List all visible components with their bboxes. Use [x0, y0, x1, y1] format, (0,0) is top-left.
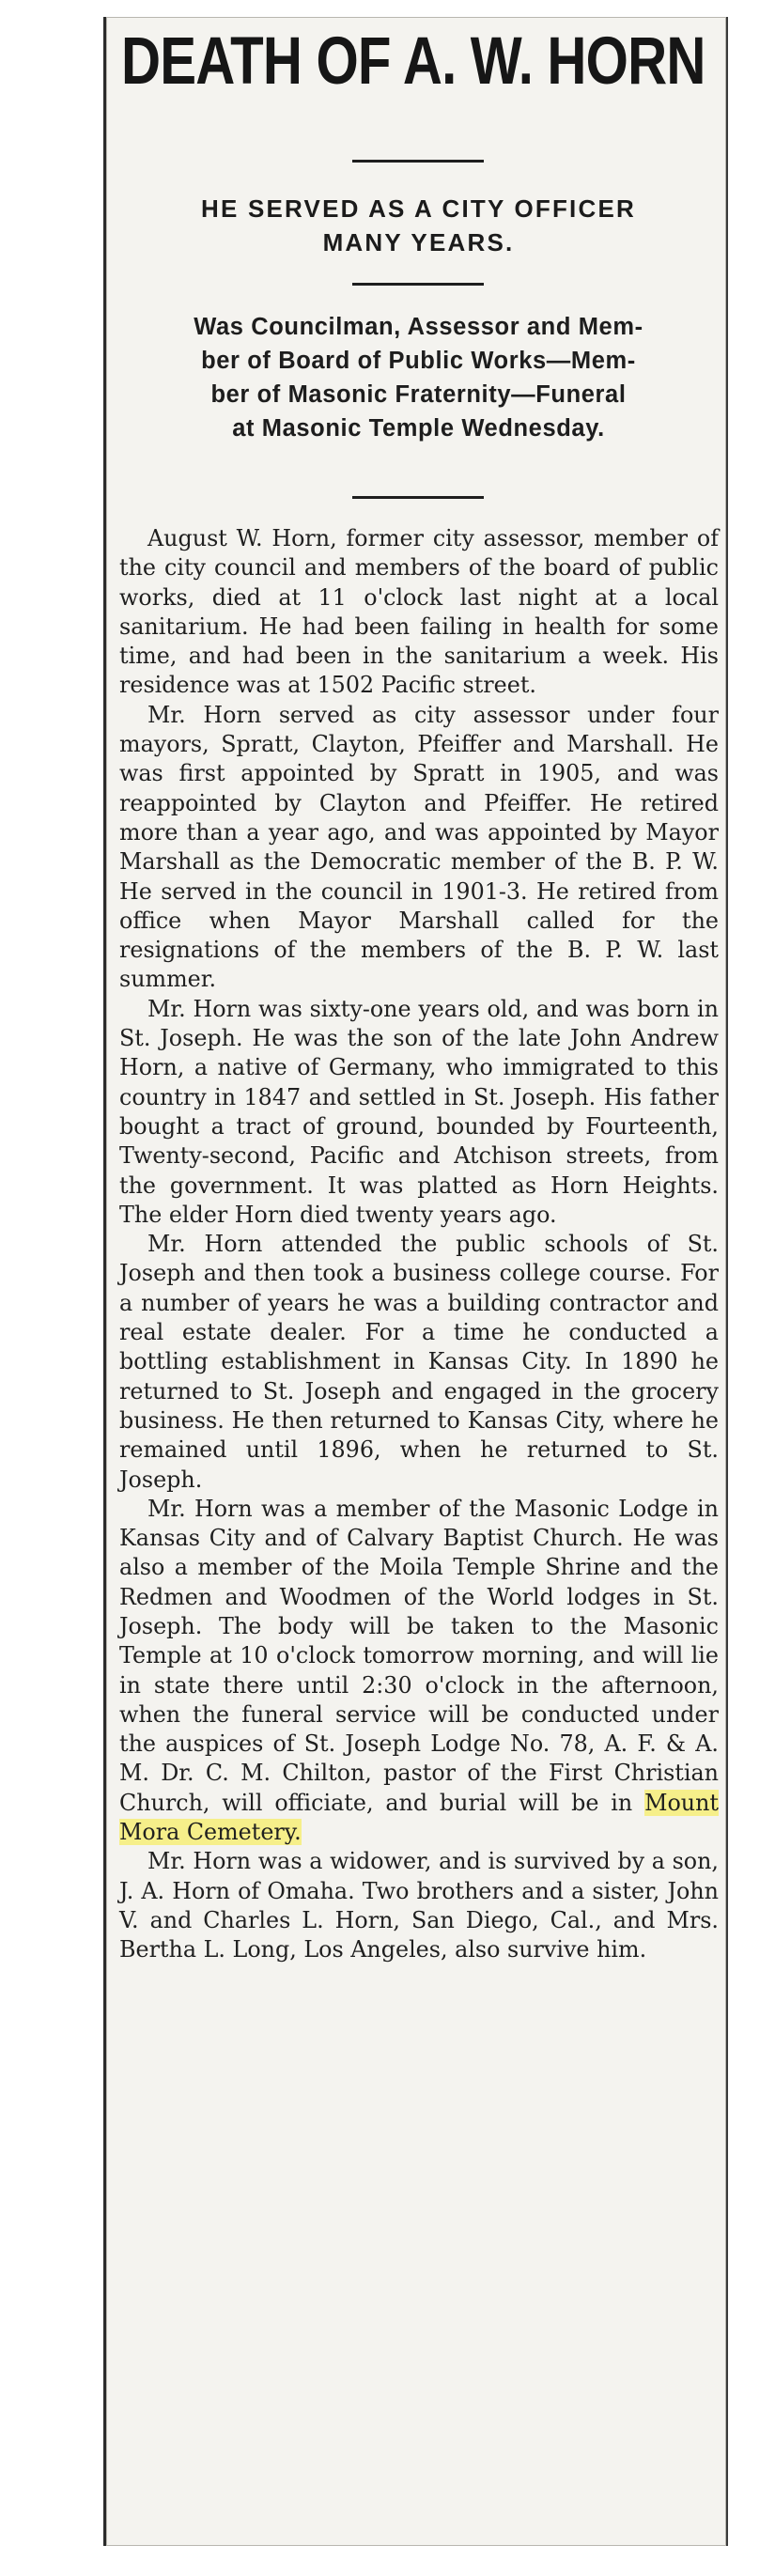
- article-body: [119, 524, 719, 1965]
- divider-rule-1: [352, 160, 484, 163]
- newspaper-clipping: [103, 17, 728, 2546]
- paragraph-5-text: Mr. Horn was a member of the Masonic Lodge in Kansas City and of Calvary Baptist Church. He was also a member of the Moila Temple Shrine and the Redmen and Woodmen of the World lodges in St. Joseph. The body will be taken to the Masonic Temple at 10 o'clock tomorrow morning, and will lie in state there until 2:30 o'clock in the afternoon, when the funeral service will be conducted under the auspices of St. Joseph Lodge No. 78, A. F. & A. M. Dr. C. M. Chilton, pastor of the First Christian Church, will officiate, and burial will be in: [119, 1495, 719, 1816]
- deck-line-4: at Masonic Temple Wednesday.: [232, 415, 605, 442]
- deck-line-3: ber of Masonic Fraternity—Funeral: [210, 381, 627, 408]
- deck-line-1: Was Councilman, Assessor and Mem-: [194, 314, 643, 340]
- paragraph-4: Mr. Horn attended the public schools of St. Joseph and then took a business college course. For a number of years he was a building contractor and real estate dealer. For a time he conducted a bottling establishment in Kansas City. In 1890 he returned to St. Joseph and engaged in the grocery business. He then returned to Kansas City, where he remained until 1896, when he returned to St. Joseph.: [119, 1231, 719, 1493]
- subheadline: [106, 192, 731, 259]
- deck: [106, 310, 731, 445]
- divider-rule-2: [352, 283, 484, 286]
- paragraph-3: Mr. Horn was sixty-one years old, and was born in St. Joseph. He was the son of the late John Andrew Horn, a native of Germany, who immigrated to this country in 1847 and settled in St. Joseph. His father bought a tract of ground, bounded by Fourteenth, Twenty-second, Pacific and Atchison streets, from the government. It was platted as Horn Heights. The elder Horn died twenty years ago.: [119, 995, 719, 1228]
- divider-rule-3: [352, 496, 484, 499]
- paragraph-2: Mr. Horn served as city assessor under four mayors, Spratt, Clayton, Pfeiffer and Marshall. He was first appointed by Spratt in 1905, and was reappointed by Clayton and Pfeiffer. He retired more than a year ago, and was appointed by Mayor Marshall as the Democratic member of the B. P. W. He served in the council in 1901-3. He retired from office when Mayor Marshall called for the resignations of the members of the B. P. W. last summer.: [119, 701, 719, 993]
- paragraph-1: August W. Horn, former city assessor, member of the city council and members of the board of public works, died at 11 o'clock last night at a local sanitarium. He had been failing in health for some time, and had been in the sanitarium a week. His residence was at 1502 Pacific street.: [119, 525, 719, 699]
- highlighted-cemetery: Mount Mora Cemetery.: [119, 1789, 719, 1846]
- deck-line-2: ber of Board of Public Works—Mem-: [201, 348, 636, 374]
- paragraph-6: Mr. Horn was a widower, and is survived by a son, J. A. Horn of Omaha. Two brothers and a sister, John V. and Charles L. Horn, San Diego, Cal., and Mrs. Bertha L. Long, Los Angeles, also survive him.: [119, 1848, 719, 1963]
- paragraph-5: [119, 1495, 719, 1848]
- subheadline-line-2: MANY YEARS.: [322, 228, 515, 256]
- subheadline-line-1: HE SERVED AS A CITY OFFICER: [201, 194, 636, 223]
- headline: DEATH OF A. W. HORN: [121, 24, 705, 99]
